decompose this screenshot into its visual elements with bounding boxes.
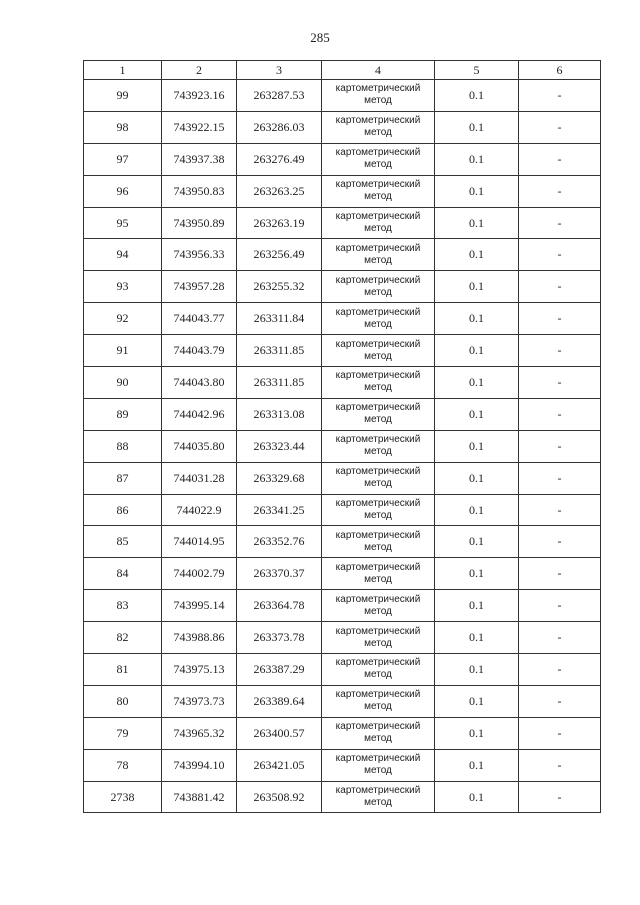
y-coordinate-cell: 263263.19 (237, 207, 322, 239)
method-line-2: метод (364, 223, 392, 234)
table-row (84, 526, 601, 558)
point-number-cell: 99 (84, 80, 162, 112)
method-line-2: метод (364, 605, 392, 617)
y-coordinate-cell: 263400.57 (237, 717, 322, 749)
accuracy-cell: 0.1 (435, 367, 519, 399)
method-line-2: метод (364, 318, 392, 330)
method-line-1: картометрический (335, 274, 421, 286)
method-line-1: картометрический (335, 402, 421, 414)
accuracy-cell: 0.1 (435, 175, 519, 207)
table-row (84, 685, 601, 717)
method-line-2: метод (364, 446, 392, 458)
x-coordinate-cell: 744043.79 (162, 335, 237, 367)
method-line-1: картометрический (335, 625, 421, 637)
method-line-1: картометрический (335, 689, 421, 701)
point-number-cell: 82 (84, 622, 162, 654)
point-number-cell: 84 (84, 558, 162, 590)
note-cell: - (519, 80, 601, 112)
x-coordinate-cell: 743957.28 (162, 271, 237, 303)
header-col-3: 3 (237, 61, 322, 80)
accuracy-cell: 0.1 (435, 462, 519, 494)
method-line-2: метод (364, 733, 392, 745)
point-number-cell: 93 (84, 271, 162, 303)
header-col-1: 1 (84, 61, 162, 80)
point-number-cell: 85 (84, 526, 162, 558)
accuracy-cell: 0.1 (435, 143, 519, 175)
method-cell (322, 590, 435, 622)
x-coordinate-cell: 743995.14 (162, 590, 237, 622)
method-cell (322, 494, 435, 526)
x-coordinate-cell: 744043.77 (162, 303, 237, 335)
note-cell: - (519, 781, 601, 813)
accuracy-cell: 0.1 (435, 111, 519, 143)
table-row (84, 143, 601, 175)
note-cell: - (519, 175, 601, 207)
method-line-2: метод (364, 541, 392, 553)
y-coordinate-cell: 263329.68 (237, 462, 322, 494)
x-coordinate-cell: 743881.42 (162, 781, 237, 813)
method-line-2: метод (364, 382, 392, 394)
point-number-cell: 98 (84, 111, 162, 143)
note-cell: - (519, 143, 601, 175)
table-header (84, 61, 601, 80)
method-cell (322, 271, 435, 303)
x-coordinate-cell: 744035.80 (162, 430, 237, 462)
point-number-cell: 83 (84, 590, 162, 622)
point-number-cell: 81 (84, 654, 162, 686)
table-row (84, 398, 601, 430)
method-line-1: картометрический (335, 593, 421, 605)
table-row (84, 654, 601, 686)
x-coordinate-cell: 744042.96 (162, 398, 237, 430)
method-cell (322, 462, 435, 494)
method-line-2: метод (364, 159, 392, 171)
y-coordinate-cell: 263263.25 (237, 175, 322, 207)
method-cell (322, 526, 435, 558)
y-coordinate-cell: 263311.85 (237, 335, 322, 367)
point-number-cell: 97 (84, 143, 162, 175)
y-coordinate-cell: 263311.85 (237, 367, 322, 399)
note-cell: - (519, 207, 601, 239)
x-coordinate-cell: 744043.80 (162, 367, 237, 399)
method-cell (322, 398, 435, 430)
method-cell (322, 239, 435, 271)
accuracy-cell: 0.1 (435, 685, 519, 717)
accuracy-cell: 0.1 (435, 526, 519, 558)
method-line-1: картометрический (335, 561, 421, 573)
table-row (84, 494, 601, 526)
x-coordinate-cell: 744014.95 (162, 526, 237, 558)
method-line-2: метод (364, 701, 392, 713)
method-cell (322, 781, 435, 813)
accuracy-cell: 0.1 (435, 239, 519, 271)
note-cell: - (519, 749, 601, 781)
point-number-cell: 94 (84, 239, 162, 271)
y-coordinate-cell: 263370.37 (237, 558, 322, 590)
method-line-1: картометрический (335, 211, 421, 222)
method-cell (322, 558, 435, 590)
method-line-2: метод (364, 191, 392, 203)
table-row (84, 367, 601, 399)
y-coordinate-cell: 263256.49 (237, 239, 322, 271)
table-row (84, 239, 601, 271)
x-coordinate-cell: 743975.13 (162, 654, 237, 686)
x-coordinate-cell: 743950.83 (162, 175, 237, 207)
point-number-cell: 91 (84, 335, 162, 367)
note-cell: - (519, 654, 601, 686)
y-coordinate-cell: 263341.25 (237, 494, 322, 526)
y-coordinate-cell: 263508.92 (237, 781, 322, 813)
point-number-cell: 87 (84, 462, 162, 494)
x-coordinate-cell: 743937.38 (162, 143, 237, 175)
method-line-2: метод (364, 350, 392, 362)
x-coordinate-cell: 743994.10 (162, 749, 237, 781)
note-cell: - (519, 685, 601, 717)
accuracy-cell: 0.1 (435, 207, 519, 239)
table-row (84, 622, 601, 654)
method-line-2: метод (364, 95, 392, 107)
method-line-2: метод (364, 414, 392, 426)
x-coordinate-cell: 743922.15 (162, 111, 237, 143)
table-row (84, 303, 601, 335)
accuracy-cell: 0.1 (435, 558, 519, 590)
table-row (84, 558, 601, 590)
y-coordinate-cell: 263421.05 (237, 749, 322, 781)
point-number-cell: 79 (84, 717, 162, 749)
x-coordinate-cell: 744031.28 (162, 462, 237, 494)
method-line-1: картометрический (335, 785, 421, 797)
method-line-1: картометрический (335, 721, 421, 733)
accuracy-cell: 0.1 (435, 335, 519, 367)
y-coordinate-cell: 263286.03 (237, 111, 322, 143)
header-col-6: 6 (519, 61, 601, 80)
point-number-cell: 89 (84, 398, 162, 430)
note-cell: - (519, 367, 601, 399)
point-number-cell: 2738 (84, 781, 162, 813)
note-cell: - (519, 526, 601, 558)
method-cell (322, 335, 435, 367)
header-col-4: 4 (322, 61, 435, 80)
page-number: 285 (310, 30, 330, 45)
note-cell: - (519, 622, 601, 654)
accuracy-cell: 0.1 (435, 398, 519, 430)
point-number-cell: 78 (84, 749, 162, 781)
method-cell (322, 654, 435, 686)
method-cell (322, 717, 435, 749)
accuracy-cell: 0.1 (435, 622, 519, 654)
table-row (84, 111, 601, 143)
point-number-cell: 88 (84, 430, 162, 462)
method-cell (322, 303, 435, 335)
point-number-cell: 90 (84, 367, 162, 399)
table-row (84, 590, 601, 622)
header-col-5: 5 (435, 61, 519, 80)
method-cell (322, 80, 435, 112)
method-cell (322, 430, 435, 462)
method-line-1: картометрический (335, 338, 421, 350)
method-line-2: метод (364, 573, 392, 585)
x-coordinate-cell: 744002.79 (162, 558, 237, 590)
x-coordinate-cell: 743973.73 (162, 685, 237, 717)
y-coordinate-cell: 263323.44 (237, 430, 322, 462)
point-number-cell: 86 (84, 494, 162, 526)
accuracy-cell: 0.1 (435, 781, 519, 813)
method-line-2: метод (364, 637, 392, 649)
point-number-cell: 80 (84, 685, 162, 717)
note-cell: - (519, 558, 601, 590)
x-coordinate-cell: 743988.86 (162, 622, 237, 654)
accuracy-cell: 0.1 (435, 494, 519, 526)
table-row (84, 430, 601, 462)
note-cell: - (519, 303, 601, 335)
accuracy-cell: 0.1 (435, 590, 519, 622)
x-coordinate-cell: 743923.16 (162, 80, 237, 112)
table-row (84, 175, 601, 207)
accuracy-cell: 0.1 (435, 654, 519, 686)
coordinates-table (83, 60, 601, 813)
table-row (84, 749, 601, 781)
x-coordinate-cell: 743956.33 (162, 239, 237, 271)
note-cell: - (519, 111, 601, 143)
x-coordinate-cell: 743950.89 (162, 207, 237, 239)
point-number-cell: 96 (84, 175, 162, 207)
y-coordinate-cell: 263389.64 (237, 685, 322, 717)
method-cell (322, 111, 435, 143)
method-cell (322, 685, 435, 717)
table-row (84, 335, 601, 367)
note-cell: - (519, 239, 601, 271)
note-cell: - (519, 398, 601, 430)
note-cell: - (519, 462, 601, 494)
y-coordinate-cell: 263313.08 (237, 398, 322, 430)
accuracy-cell: 0.1 (435, 717, 519, 749)
method-line-2: метод (364, 669, 392, 681)
y-coordinate-cell: 263373.78 (237, 622, 322, 654)
table-row (84, 717, 601, 749)
method-line-2: метод (364, 286, 392, 298)
method-line-2: метод (364, 765, 392, 777)
method-cell (322, 749, 435, 781)
header-col-2: 2 (162, 61, 237, 80)
accuracy-cell: 0.1 (435, 80, 519, 112)
method-cell (322, 367, 435, 399)
table-row (84, 462, 601, 494)
table-row (84, 271, 601, 303)
note-cell: - (519, 430, 601, 462)
y-coordinate-cell: 263352.76 (237, 526, 322, 558)
method-line-1: картометрический (335, 306, 421, 318)
accuracy-cell: 0.1 (435, 271, 519, 303)
note-cell: - (519, 271, 601, 303)
point-number-cell: 92 (84, 303, 162, 335)
accuracy-cell: 0.1 (435, 430, 519, 462)
method-line-1: картометрический (335, 434, 421, 446)
method-line-2: метод (364, 797, 392, 809)
accuracy-cell: 0.1 (435, 749, 519, 781)
method-cell (322, 207, 435, 239)
method-line-1: картометрический (335, 147, 421, 159)
method-line-1: картометрический (335, 242, 421, 254)
y-coordinate-cell: 263276.49 (237, 143, 322, 175)
method-cell (322, 175, 435, 207)
method-line-1: картометрический (335, 753, 421, 765)
method-line-1: картометрический (335, 115, 421, 127)
y-coordinate-cell: 263311.84 (237, 303, 322, 335)
note-cell: - (519, 590, 601, 622)
y-coordinate-cell: 263287.53 (237, 80, 322, 112)
method-cell (322, 622, 435, 654)
point-number-cell: 95 (84, 207, 162, 239)
accuracy-cell: 0.1 (435, 303, 519, 335)
method-line-2: метод (364, 254, 392, 266)
y-coordinate-cell: 263364.78 (237, 590, 322, 622)
method-line-1: картометрический (335, 370, 421, 382)
x-coordinate-cell: 744022.9 (162, 494, 237, 526)
x-coordinate-cell: 743965.32 (162, 717, 237, 749)
method-line-1: картометрический (335, 179, 421, 191)
method-line-1: картометрический (335, 466, 421, 478)
method-line-2: метод (364, 510, 392, 522)
method-line-2: метод (364, 127, 392, 139)
note-cell: - (519, 494, 601, 526)
y-coordinate-cell: 263255.32 (237, 271, 322, 303)
method-line-1: картометрический (335, 498, 421, 510)
note-cell: - (519, 717, 601, 749)
note-cell: - (519, 335, 601, 367)
table-row (84, 207, 601, 239)
method-cell (322, 143, 435, 175)
y-coordinate-cell: 263387.29 (237, 654, 322, 686)
header-row (84, 61, 601, 80)
method-line-1: картометрический (335, 83, 421, 95)
table-row (84, 80, 601, 112)
table-body (84, 80, 601, 813)
method-line-1: картометрический (335, 529, 421, 541)
method-line-1: картометрический (335, 657, 421, 669)
method-line-2: метод (364, 478, 392, 490)
table-row (84, 781, 601, 813)
